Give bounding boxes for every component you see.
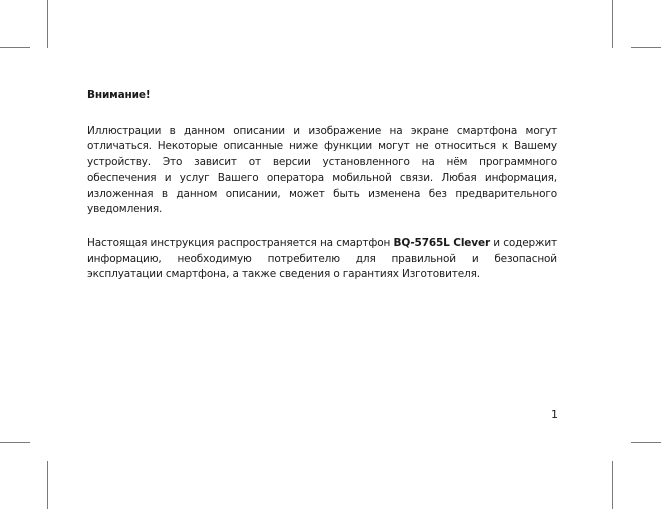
crop-mark-top-left-horizontal bbox=[0, 47, 30, 48]
device-model: BQ-5765L Clever bbox=[393, 236, 490, 249]
crop-mark-top-left-vertical bbox=[47, 0, 48, 48]
page-heading: Внимание! bbox=[87, 89, 151, 101]
crop-mark-bottom-left-horizontal bbox=[0, 442, 30, 443]
scope-text-after: и содержит информацию, необходимую потребителю для правильной и безопасной эксплуатации смартфона, а также сведения о гарантиях Изготовителя. bbox=[87, 236, 557, 281]
crop-mark-bottom-right-horizontal bbox=[631, 442, 661, 443]
crop-mark-top-right-horizontal bbox=[631, 47, 661, 48]
scope-text-before: Настоящая инструкция распространяется на смартфон bbox=[87, 236, 394, 249]
scope-paragraph bbox=[87, 236, 557, 283]
page-content bbox=[87, 88, 557, 301]
crop-mark-bottom-left-vertical bbox=[47, 461, 48, 509]
crop-mark-bottom-right-vertical bbox=[612, 461, 613, 509]
crop-mark-top-right-vertical bbox=[612, 0, 613, 48]
page-number: 1 bbox=[551, 408, 558, 421]
disclaimer-paragraph: Иллюстрации в данном описании и изображение на экране смартфона могут отличаться. Некоторые описанные ниже функции могут не относиться к Вашему устройству. Это зависит от версии установленного на нём программного обеспечения и услуг Вашего оператора мобильной связи. Любая информация, изложенная в данном описании, может быть изменена без предварительного уведомления. bbox=[87, 124, 557, 216]
